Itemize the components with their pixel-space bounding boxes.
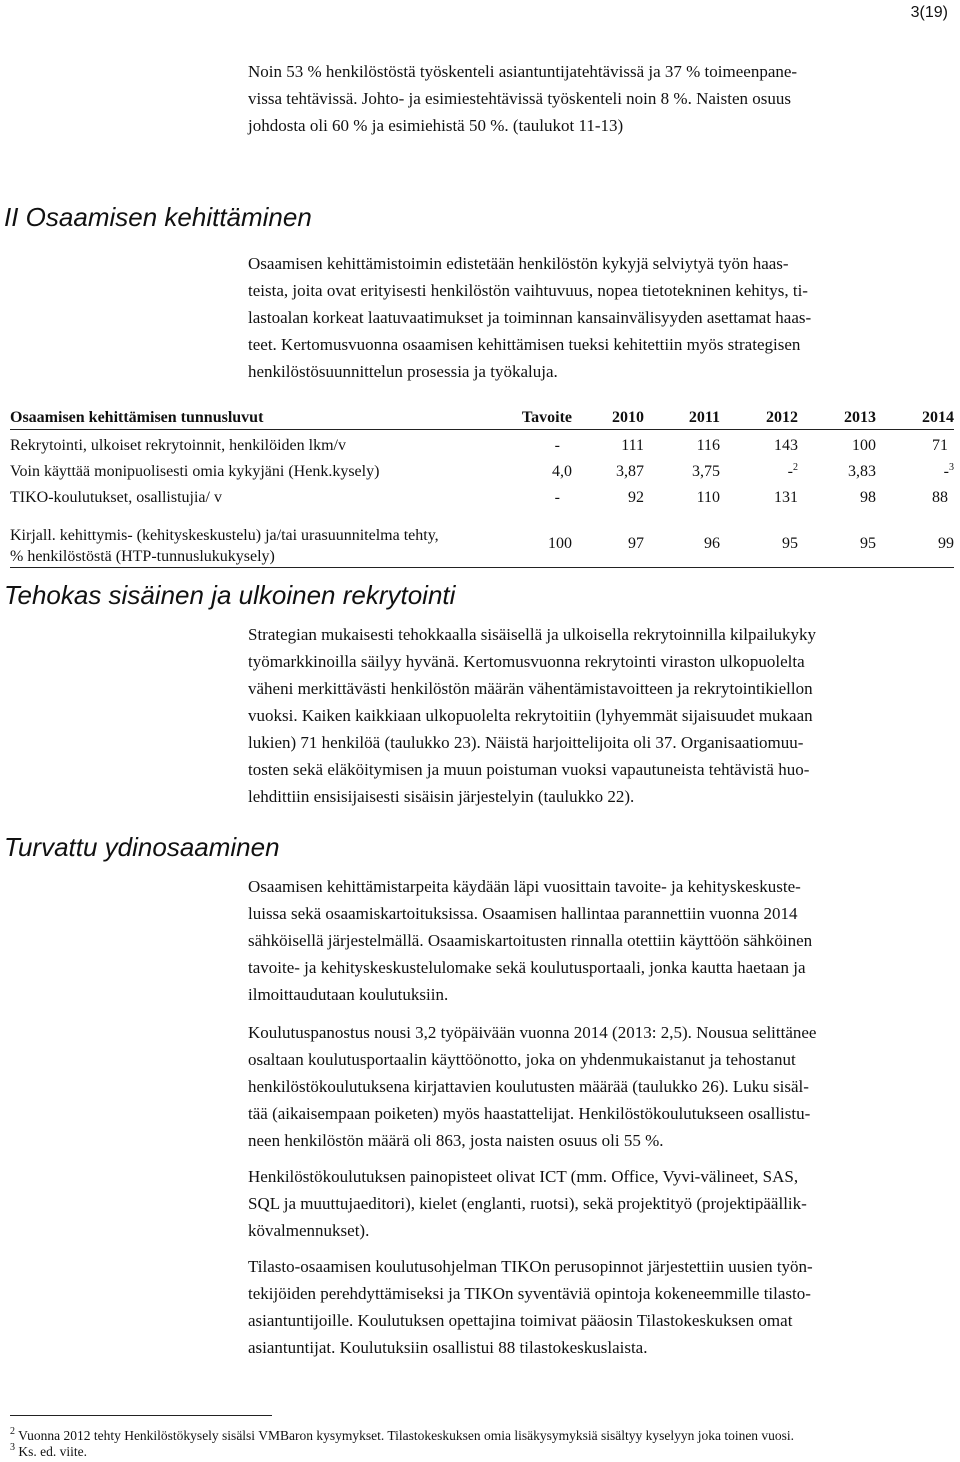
- intro-line: johdosta oli 60 % ja esimiehistä 50 %. (taulukot 11-13): [248, 116, 624, 135]
- paragraph-line: lastoalan korkeat laatuvaatimukset ja toiminnan kansainvälisyyden asettamat haas-: [248, 308, 812, 327]
- table-row: [10, 433, 954, 459]
- paragraph-line: osaltaan koulutusportaalin käyttöönotto, joka on yhdenmukaistanut ja tehostanut: [248, 1050, 796, 1069]
- cell-tavoite: 100: [548, 535, 572, 552]
- rekrytointi-paragraph: [248, 621, 816, 810]
- table-header-row: [10, 403, 954, 430]
- paragraph-line: Koulutuspanostus nousi 3,2 työpäivään vuonna 2014 (2013: 2,5). Nousua selittänee: [248, 1023, 817, 1042]
- cell-value: -: [943, 463, 949, 480]
- osaaminen-paragraph: [248, 250, 811, 385]
- table-row: [10, 485, 954, 511]
- cell-2010: 97: [628, 535, 644, 552]
- column-header-2014: 2014: [922, 409, 954, 426]
- footnote-mark: 2: [10, 1426, 15, 1437]
- row-label-line: % henkilöstöstä (HTP-tunnuslukukysely): [10, 548, 275, 565]
- column-header-tavoite: Tavoite: [521, 409, 572, 426]
- cell-2013: 3,83: [848, 463, 876, 480]
- paragraph-line: ilmoittaudutaan koulutuksiin.: [248, 985, 449, 1004]
- paragraph-line: tää (aikaisempaan poiketen) myös haastattelijat. Henkilöstökoulutukseen osallistu-: [248, 1104, 811, 1123]
- paragraph-line: lukien) 71 henkilöä (taulukko 23). Näistä harjoittelijoita oli 37. Organisaatiomuu-: [248, 733, 804, 752]
- footnotes: [10, 1428, 950, 1460]
- intro-paragraph: [248, 58, 797, 139]
- column-header-2012: 2012: [766, 409, 798, 426]
- paragraph-line: tavoite- ja kehityskeskustelulomake sekä koulutusportaali, jonka kautta haetaan ja: [248, 958, 806, 977]
- cell-2011: 3,75: [692, 463, 720, 480]
- paragraph-line: SQL ja muuttujaeditori), kielet (englanti, ruotsi), sekä projektityö (projektipäällik-: [248, 1194, 807, 1213]
- paragraph-line: henkilöstösuunnittelun prosessia ja työkaluja.: [248, 362, 558, 381]
- cell-2014: 99: [938, 535, 954, 552]
- cell-tavoite: -: [554, 489, 560, 506]
- footnote: [10, 1444, 950, 1460]
- section-heading-ydinosaaminen: Turvattu ydinosaaminen: [4, 832, 280, 862]
- paragraph-line: teista, joita ovat erityisesti henkilöstön vaihtuvuus, nopea tietotekninen kehitys, ti-: [248, 281, 808, 300]
- footnote: [10, 1428, 950, 1444]
- cell-2010: 3,87: [616, 463, 644, 480]
- paragraph-line: Henkilöstökoulutuksen painopisteet olivat ICT (mm. Office, Vyvi-välineet, SAS,: [248, 1167, 799, 1186]
- paragraph-line: henkilöstökoulutuksena kirjattavien koulutusten määrää (taulukko 26). Luku sisäl-: [248, 1077, 809, 1096]
- paragraph-line: työmarkkinoilla säilyy hyvänä. Kertomusvuonna rekrytointi viraston ulkopuolelta: [248, 652, 805, 671]
- paragraph-line: tosten sekä eläköitymisen ja muun poistuman vuoksi vapautuneista tehtävistä huo-: [248, 760, 810, 779]
- paragraph-line: Tilasto-osaamisen koulutusohjelman TIKOn perusopinnot järjestettiin uusien työn-: [248, 1257, 813, 1276]
- paragraph-line: kövalmennukset).: [248, 1221, 370, 1240]
- row-label: [10, 525, 439, 567]
- page-number: 3(19): [910, 4, 948, 21]
- cell-2012: 143: [774, 437, 798, 454]
- cell-tavoite: 4,0: [552, 463, 572, 480]
- column-header-2010: 2010: [612, 409, 644, 426]
- paragraph-line: luissa sekä osaamiskartoituksissa. Osaamisen hallintaa parannettiin vuonna 2014: [248, 904, 798, 923]
- column-header-2013: 2013: [844, 409, 876, 426]
- ydinosaaminen-paragraph-3: [248, 1163, 807, 1244]
- cell-2012: 95: [782, 535, 798, 552]
- section-heading-rekrytointi: Tehokas sisäinen ja ulkoinen rekrytointi: [4, 580, 456, 610]
- cell-2011: 96: [704, 535, 720, 552]
- table-row: [10, 521, 954, 568]
- cell-2010: 92: [628, 489, 644, 506]
- paragraph-line: asiantuntijoille. Koulutuksen opettajina toimivat pääosin Tilastokeskuksen omat: [248, 1311, 793, 1330]
- cell-2013: 100: [852, 437, 876, 454]
- cell-2011: 116: [696, 437, 720, 454]
- row-label: TIKO-koulutukset, osallistujia/ v: [10, 489, 222, 506]
- key-figures-table: [10, 403, 954, 568]
- cell-2014: 88: [932, 489, 948, 506]
- footnote-text: Vuonna 2012 tehty Henkilöstökysely sisälsi VMBaron kysymykset. Tilastokeskuksen omia lisäkysymyksiä sisältyy kyselyyn joka toinen vuosi.: [18, 1428, 795, 1443]
- paragraph-line: asiantuntijat. Koulutuksiin osallistui 88 tilastokeskuslaista.: [248, 1338, 648, 1357]
- row-label: Voin käyttää monipuolisesti omia kykyjäni (Henk.kysely): [10, 463, 380, 480]
- paragraph-line: tekijöiden perehdyttämiseksi ja TIKOn syventäviä opintoja kokeneemmille tilasto-: [248, 1284, 811, 1303]
- paragraph-line: teet. Kertomusvuonna osaamisen kehittämisen tueksi kehitettiin myös strategisen: [248, 335, 801, 354]
- paragraph-line: sähköisellä järjestelmällä. Osaamiskartoitusten rinnalla otettiin käyttöön sähköinen: [248, 931, 813, 950]
- paragraph-line: Strategian mukaisesti tehokkaalla sisäisellä ja ulkoisella rekrytoinnilla kilpailukyky: [248, 625, 816, 644]
- footnote-mark: 3: [10, 1442, 15, 1453]
- cell-2012: [788, 463, 798, 481]
- column-header-2011: 2011: [688, 409, 720, 426]
- ydinosaaminen-paragraph-1: [248, 873, 812, 1008]
- table-row: [10, 459, 954, 485]
- paragraph-line: neen henkilöstön määrä oli 863, josta naisten osuus oli 55 %.: [248, 1131, 664, 1150]
- row-label: Rekrytointi, ulkoiset rekrytoinnit, henkilöiden lkm/v: [10, 437, 346, 454]
- cell-2014: [944, 463, 954, 481]
- row-label-line: Kirjall. kehittymis- (kehityskeskustelu) ja/tai urasuunnitelma tehty,: [10, 527, 439, 544]
- intro-line: Noin 53 % henkilöstöstä työskenteli asiantuntijatehtävissä ja 37 % toimeenpane-: [248, 62, 798, 81]
- paragraph-line: väheni merkittävästi henkilöstön määrän vähentämistavoitteen ja rekrytointikiellon: [248, 679, 813, 698]
- paragraph-line: vuoksi. Kaiken kaikkiaan ulkopuolelta rekrytoitiin (lyhyemmät sijaisuudet mukaan: [248, 706, 813, 725]
- cell-tavoite: -: [554, 437, 560, 454]
- cell-value: -: [787, 463, 793, 480]
- cell-2013: 95: [860, 535, 876, 552]
- section-heading-osaaminen: II Osaamisen kehittäminen: [4, 202, 312, 232]
- table-title: Osaamisen kehittämisen tunnusluvut: [10, 409, 264, 426]
- ydinosaaminen-paragraph-2: [248, 1019, 816, 1154]
- cell-2010: 111: [621, 437, 644, 454]
- footnote-divider: [10, 1415, 272, 1416]
- paragraph-line: Osaamisen kehittämistoimin edistetään henkilöstön kykyjä selviytyä työn haas-: [248, 254, 789, 273]
- footnote-ref: 2: [793, 462, 798, 473]
- cell-2011: 110: [696, 489, 720, 506]
- footnote-text: Ks. ed. viite.: [18, 1444, 87, 1459]
- paragraph-line: Osaamisen kehittämistarpeita käydään läpi vuosittain tavoite- ja kehityskeskuste-: [248, 877, 801, 896]
- intro-line: vissa tehtävissä. Johto- ja esimiestehtävissä työskenteli noin 8 %. Naisten osuus: [248, 89, 791, 108]
- cell-2013: 98: [860, 489, 876, 506]
- cell-2014: 71: [932, 437, 948, 454]
- cell-2012: 131: [774, 489, 798, 506]
- ydinosaaminen-paragraph-4: [248, 1253, 813, 1361]
- paragraph-line: lehdittiin ensisijaisesti sisäisin järjestelyin (taulukko 22).: [248, 787, 635, 806]
- footnote-ref: 3: [949, 462, 954, 473]
